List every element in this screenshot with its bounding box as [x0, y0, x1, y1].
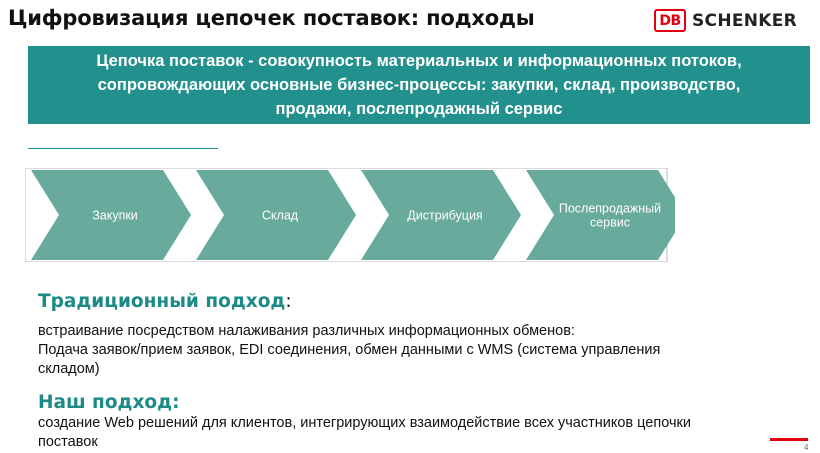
text-line: создание Web решений для клиентов, интегрирующих взаимодействие всех участников цепочки: [38, 415, 691, 431]
text-line: поставок: [38, 434, 98, 450]
banner-line: продажи, послепродажный сервис: [275, 100, 563, 118]
traditional-heading-text: Традиционный подход: [38, 291, 286, 312]
divider-line: [28, 148, 218, 149]
chain-step-label: Закупки: [92, 208, 138, 223]
schenker-logo-text: SCHENKER: [692, 10, 798, 31]
chain-step-label: Послепродажный: [558, 201, 662, 216]
text-line: Подача заявок/прием заявок, EDI соединения, обмен данными с WMS (система управления: [38, 342, 661, 358]
db-logo-mark: DB: [654, 9, 686, 32]
banner-line: Цепочка поставок - совокупность материальных и информационных потоков,: [96, 52, 742, 70]
page-number: 4: [804, 443, 809, 452]
text-line: встраивание посредством налаживания различных информационных обменов:: [38, 323, 575, 339]
chain-step-label: Дистрибуция: [407, 208, 483, 223]
our-approach-text: [38, 414, 691, 452]
supply-chain-diagram: [25, 168, 675, 262]
banner-line: сопровождающих основные бизнес-процессы: закупки, склад, производство,: [97, 76, 741, 94]
definition-banner: [28, 46, 810, 124]
our-approach-heading: Наш подход:: [38, 392, 180, 413]
db-schenker-logo: [654, 9, 797, 32]
slide-title: Цифровизация цепочек поставок: подходы: [8, 6, 535, 30]
chain-step-label: сервис: [589, 215, 631, 230]
text-line: складом): [38, 361, 100, 377]
traditional-approach-heading: [38, 291, 292, 312]
chain-step-label: Склад: [261, 208, 299, 223]
traditional-approach-text: [38, 322, 660, 379]
brand-accent-dash: [770, 438, 808, 441]
heading-colon: :: [285, 291, 292, 312]
